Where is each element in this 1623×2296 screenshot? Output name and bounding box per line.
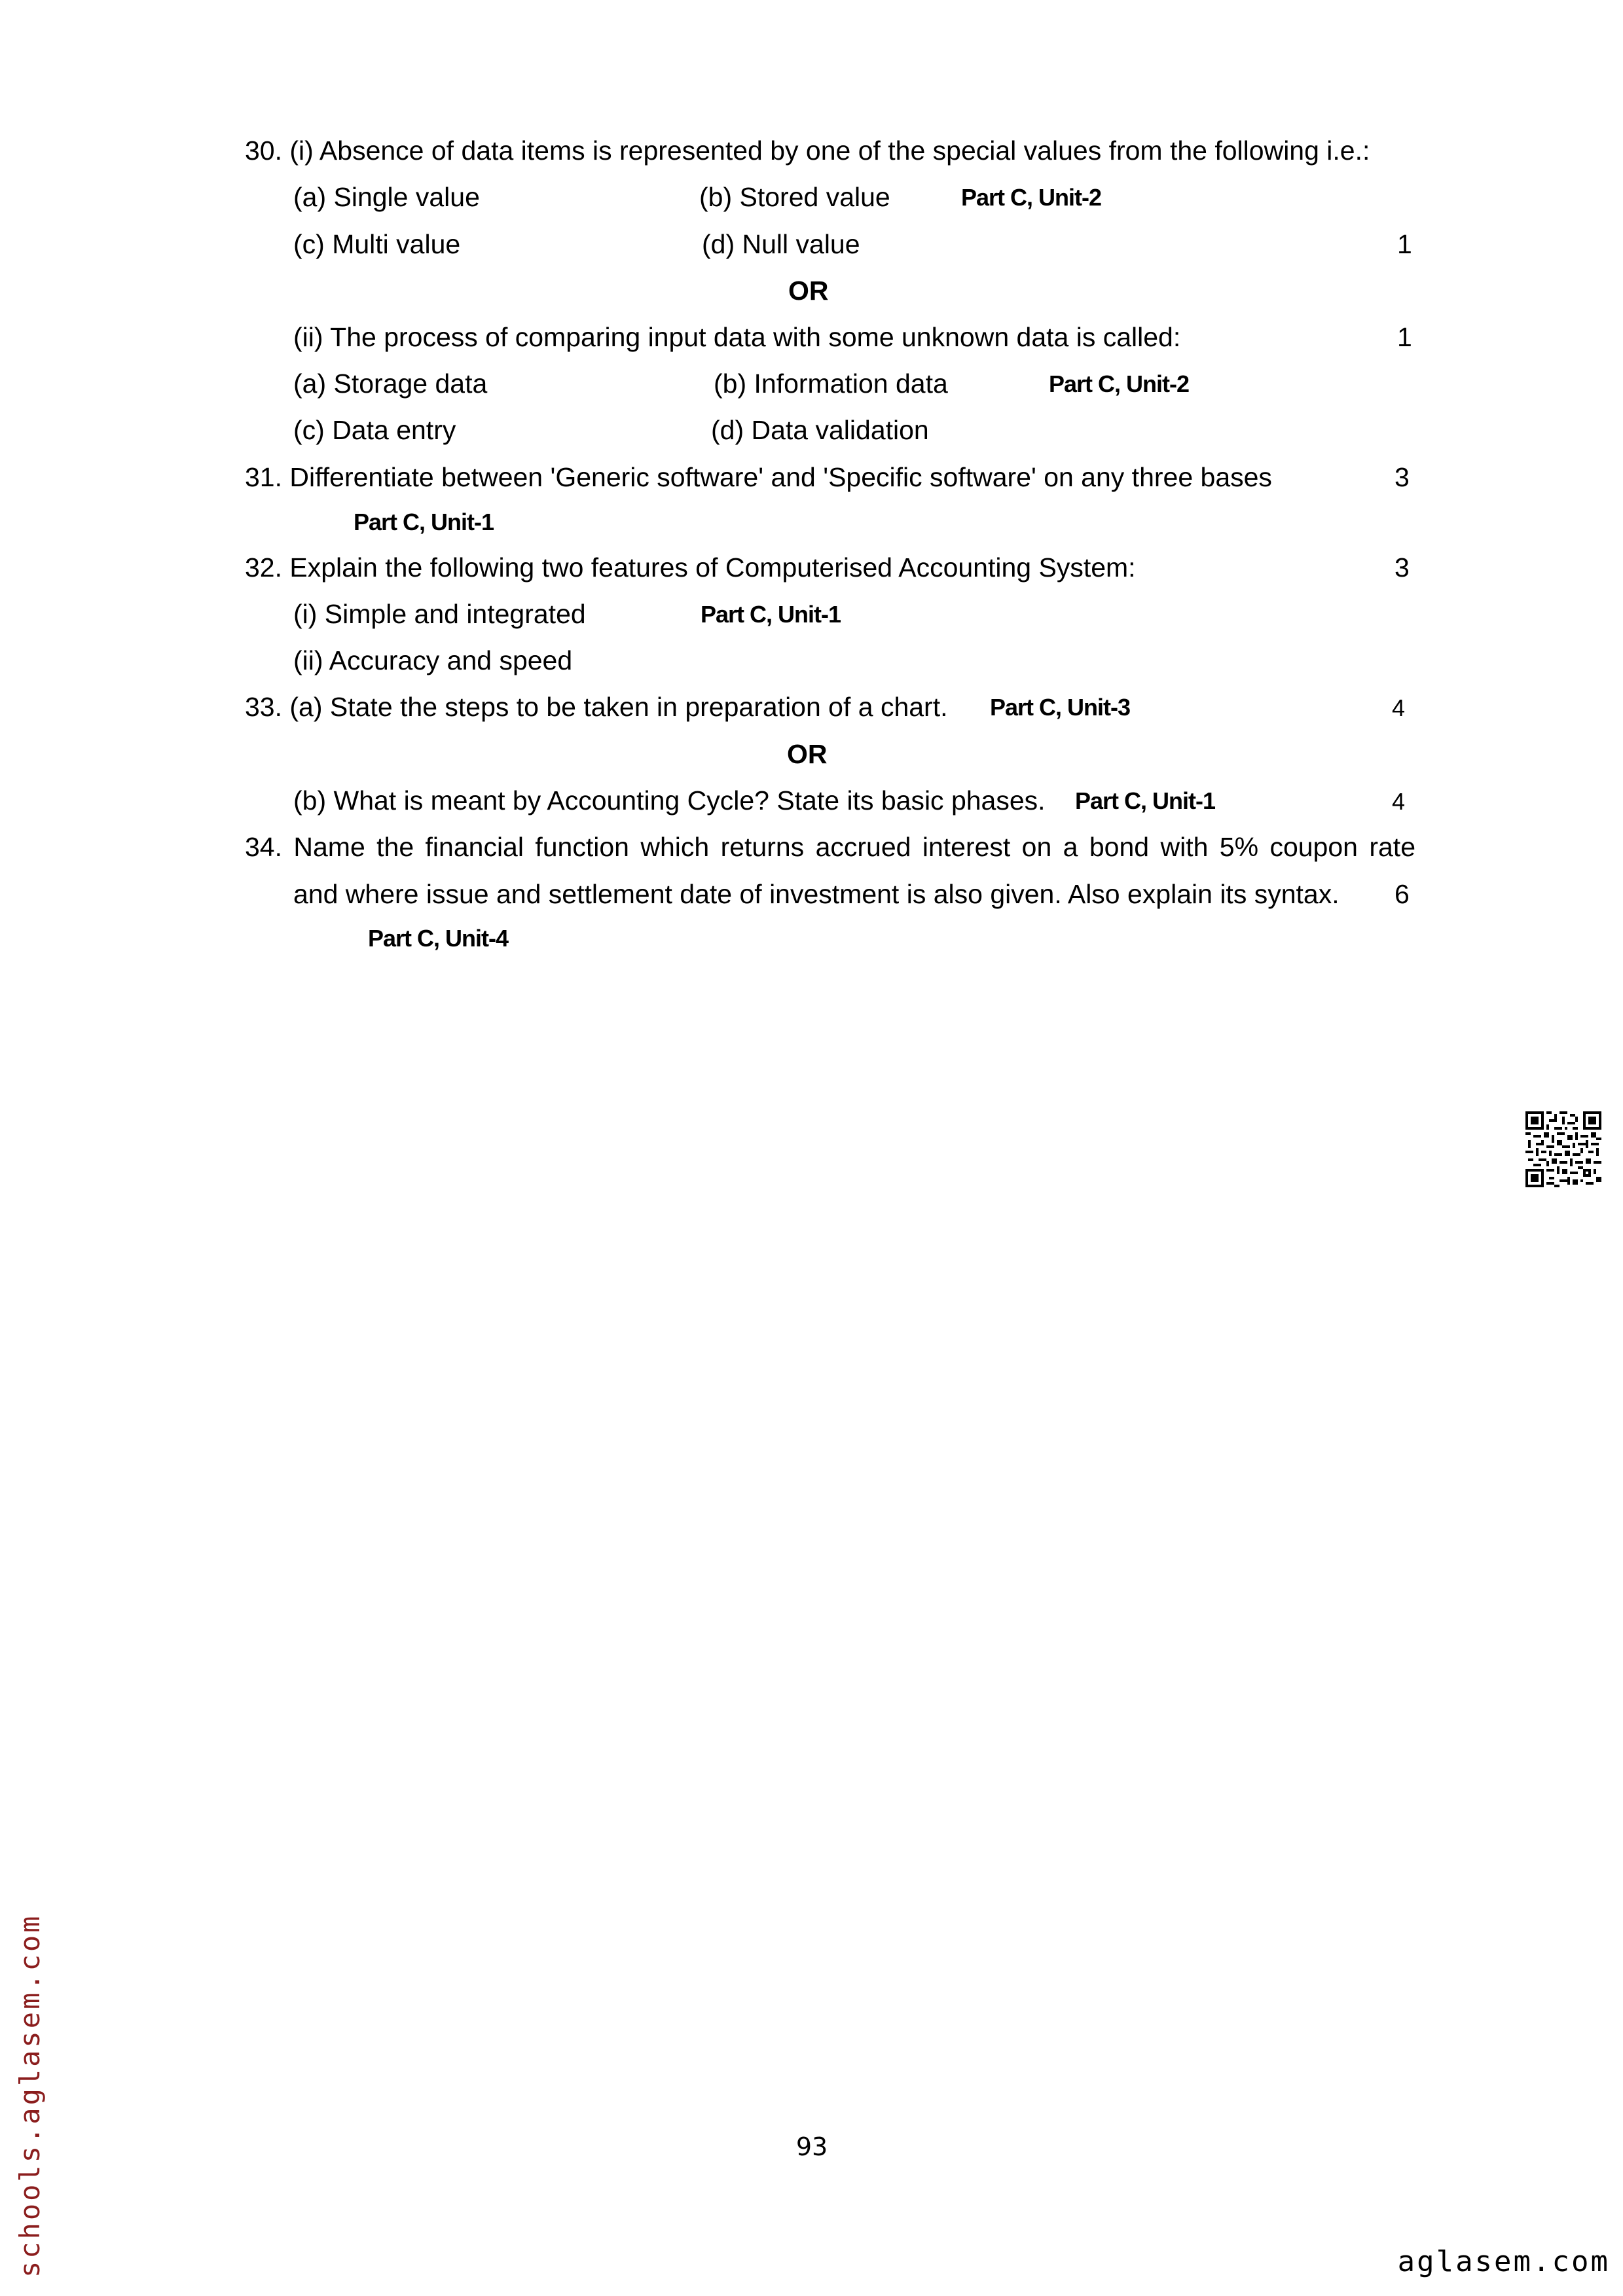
q32-unit-tag: Part C, Unit-1 [701, 601, 841, 628]
q30-option-d: (d) Null value [702, 229, 860, 259]
q30-alt-option-a: (a) Storage data [293, 368, 488, 399]
page-number: 93 [795, 2132, 828, 2161]
q33-marks: 4 [1392, 694, 1406, 721]
q30-option-c: (c) Multi value [293, 229, 461, 259]
qr-code-icon [1525, 1111, 1601, 1187]
q32-stem: 32. Explain the following two features of Computerised Accounting System: [245, 552, 1136, 583]
q33-alt-unit-tag: Part C, Unit-1 [1075, 787, 1216, 814]
q30-marks: 1 [1397, 229, 1412, 259]
q32-item-2: (ii) Accuracy and speed [293, 645, 573, 675]
q30-unit-tag: Part C, Unit-2 [961, 184, 1102, 211]
q34-line-2: and where issue and settlement date of investment is also given. Also explain its syntax. [293, 879, 1340, 909]
q33-or-divider: OR [787, 739, 828, 769]
q33-stem: 33. (a) State the steps to be taken in preparation of a chart. [245, 692, 948, 722]
q30-stem: 30. (i) Absence of data items is represented by one of the special values from the following i.e.: [245, 135, 1370, 166]
q32-marks: 3 [1395, 552, 1410, 583]
q30-alt-option-b: (b) Information data [714, 368, 948, 399]
q34-line-1: 34. Name the financial function which returns accrued interest on a bond with 5% coupon rate [245, 832, 1415, 862]
q30-option-a: (a) Single value [293, 182, 480, 212]
q31-unit-tag: Part C, Unit-1 [354, 509, 494, 535]
q30-or-divider: OR [788, 276, 829, 306]
q30-alt-option-c: (c) Data entry [293, 415, 456, 445]
q34-unit-tag: Part C, Unit-4 [368, 925, 509, 952]
q31-marks: 3 [1395, 462, 1410, 492]
q33-alt-stem: (b) What is meant by Accounting Cycle? State its basic phases. [293, 785, 1046, 816]
q32-item-1: (i) Simple and integrated [293, 599, 586, 629]
q30-alt-marks: 1 [1397, 322, 1412, 352]
side-watermark: schools.aglasem.com [14, 1913, 46, 2278]
q34-marks: 6 [1395, 879, 1410, 909]
corner-watermark: aglasem.com [1397, 2245, 1610, 2278]
q30-option-b: (b) Stored value [699, 182, 890, 212]
q30-alt-unit-tag: Part C, Unit-2 [1049, 370, 1190, 397]
q33-alt-marks: 4 [1392, 788, 1406, 815]
q30-alt-option-d: (d) Data validation [711, 415, 929, 445]
q31-stem: 31. Differentiate between 'Generic software' and 'Specific software' on any three bases [245, 462, 1272, 492]
q30-alt-stem: (ii) The process of comparing input data with some unknown data is called: [293, 322, 1181, 352]
q33-unit-tag: Part C, Unit-3 [990, 694, 1131, 721]
